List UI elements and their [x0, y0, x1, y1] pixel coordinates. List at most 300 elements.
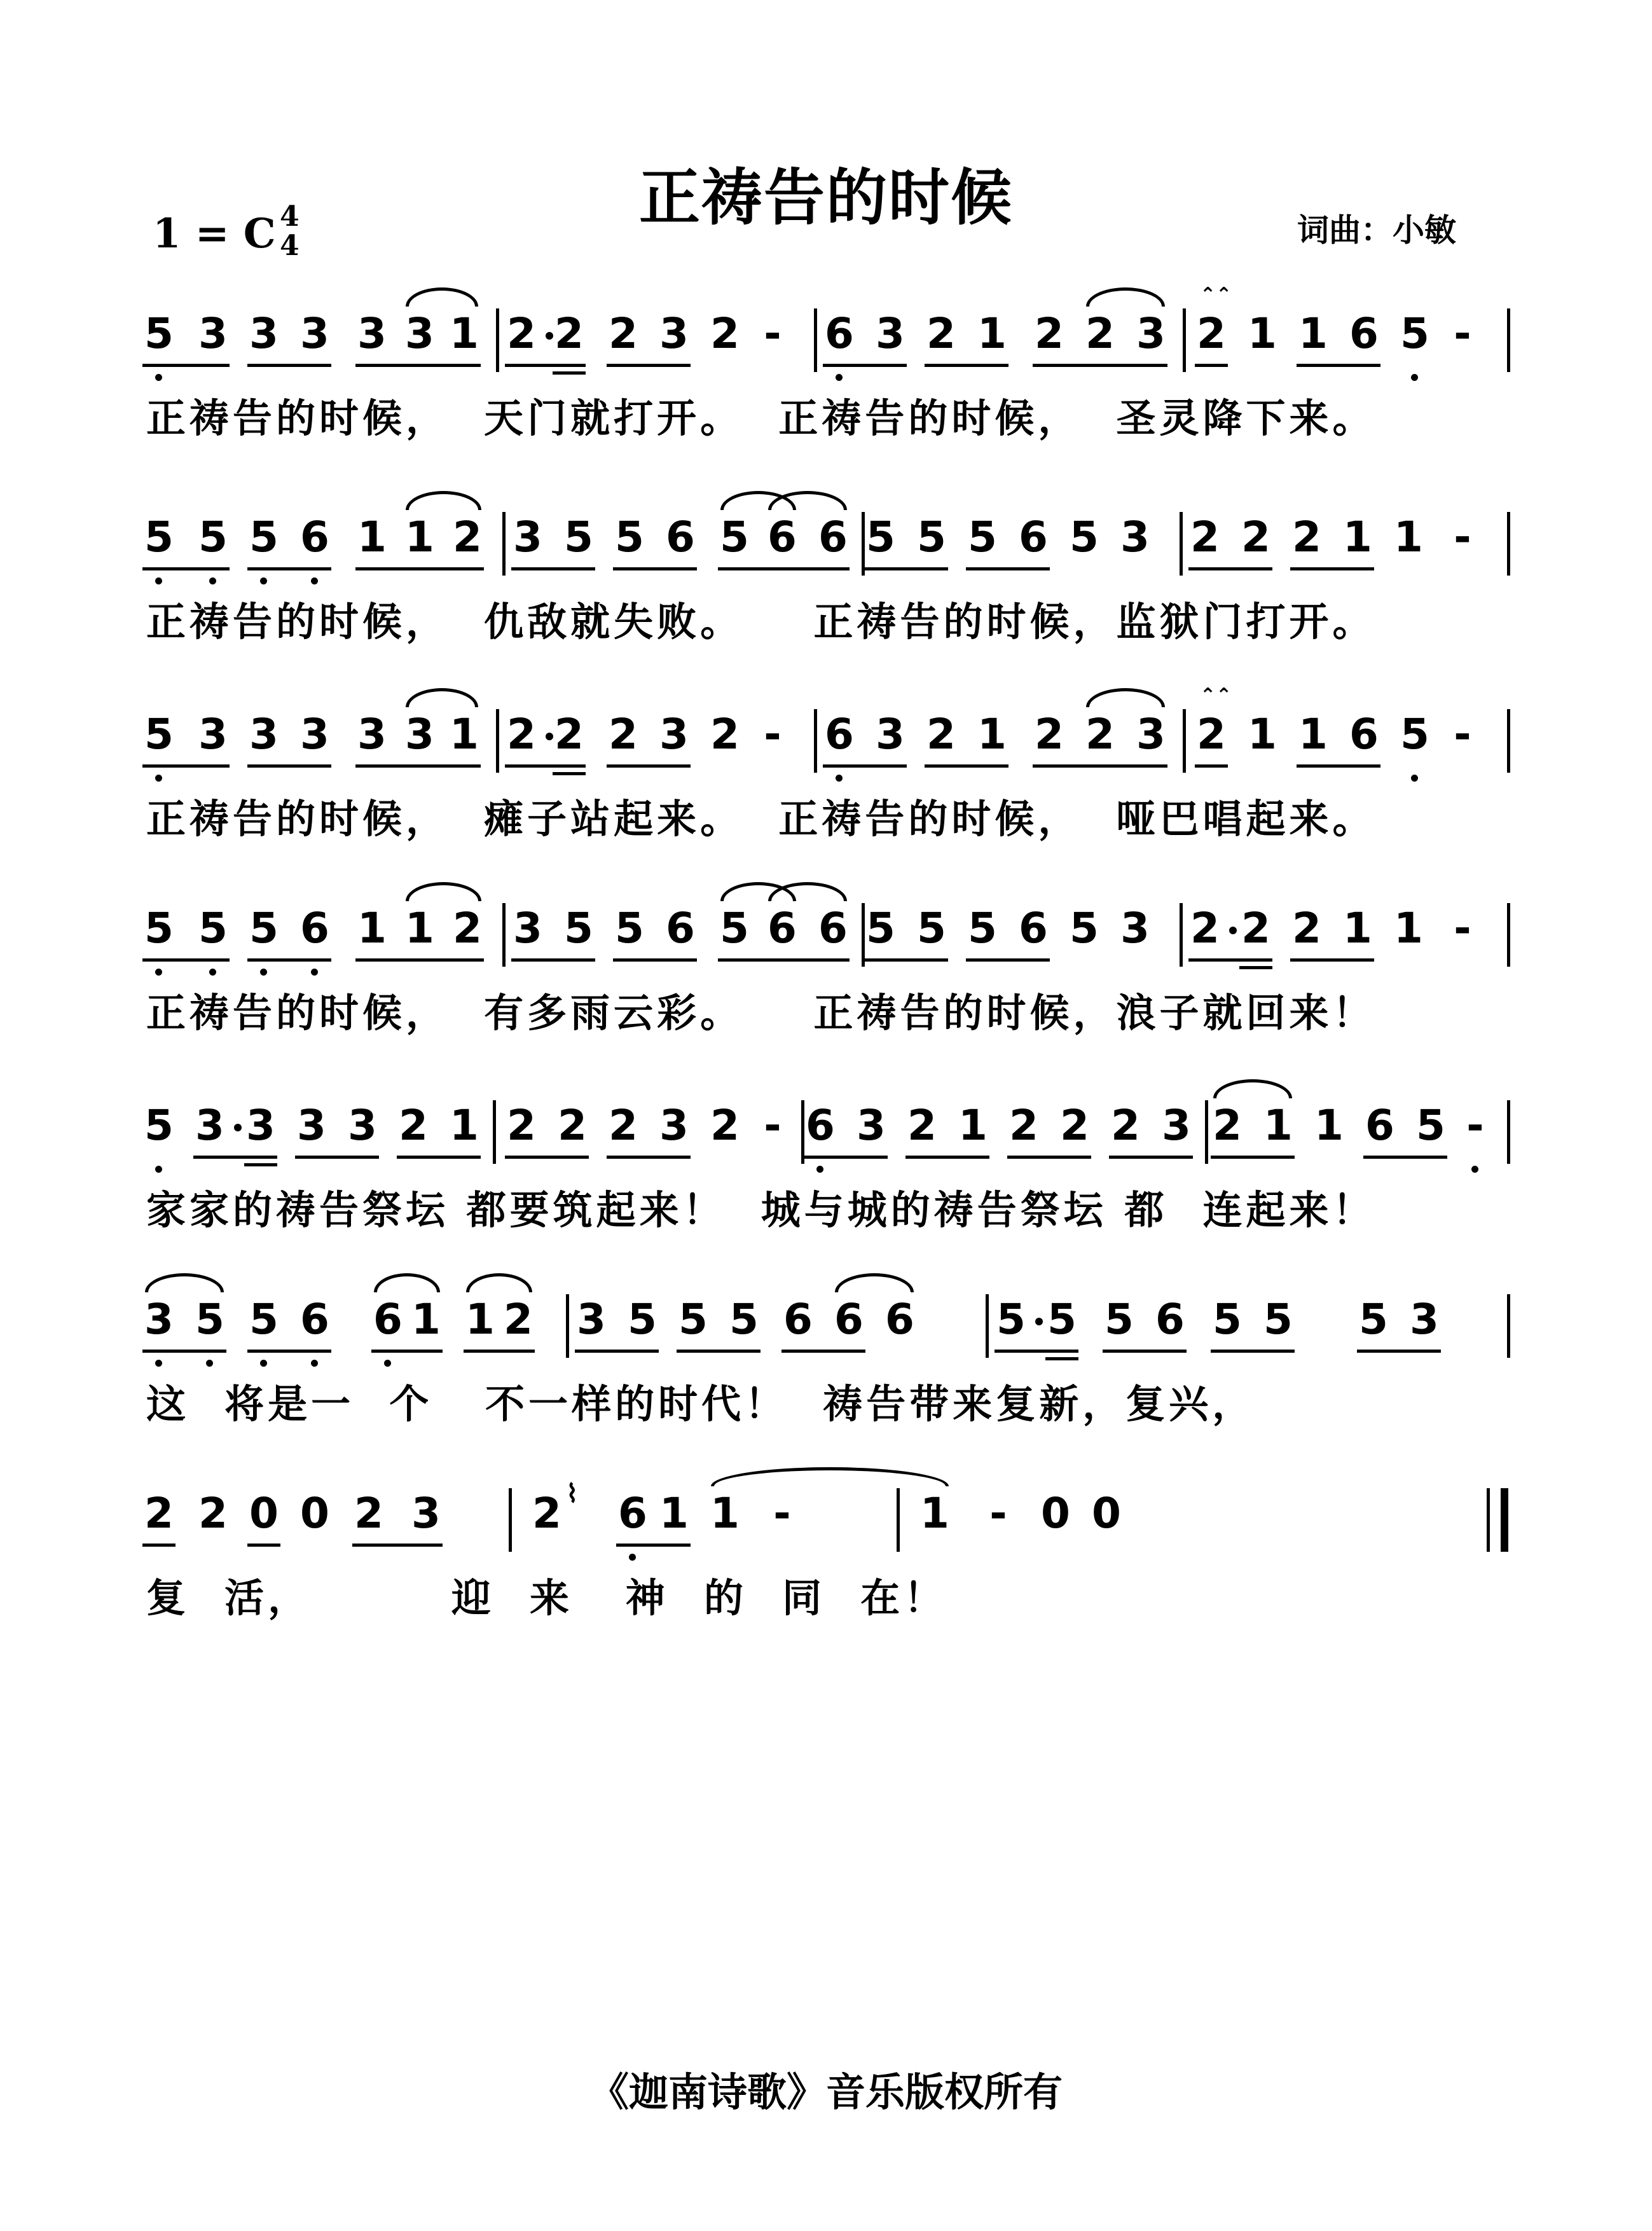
mordent-icon: ⌃⌃	[1200, 684, 1232, 707]
note: 2	[558, 1101, 587, 1150]
score-line	[144, 509, 1513, 645]
note: 1	[1343, 904, 1372, 953]
beam-underline	[511, 567, 595, 570]
note: 6	[666, 904, 695, 953]
barline	[1507, 308, 1510, 372]
beam-underline	[1363, 1156, 1447, 1159]
low-octave-dot	[311, 1360, 318, 1367]
note: 5	[1359, 1295, 1388, 1344]
note: 3	[1136, 309, 1166, 358]
note: 6	[1349, 710, 1379, 759]
note: 2	[609, 710, 638, 759]
low-octave-dot	[155, 775, 162, 782]
note: 3	[659, 1101, 689, 1150]
slur	[406, 491, 481, 510]
double-underline	[244, 1163, 277, 1166]
note: 2	[554, 710, 584, 759]
barline	[1183, 709, 1186, 773]
beam-underline	[142, 364, 230, 367]
time-signature	[280, 202, 299, 261]
note: -	[1454, 710, 1471, 759]
beam-underline	[718, 567, 850, 570]
low-octave-dot	[260, 1360, 267, 1367]
note: 6	[300, 904, 329, 953]
double-underline	[1239, 966, 1272, 969]
beam-underline	[1290, 567, 1374, 570]
note: 1	[920, 1489, 949, 1538]
beam-underline	[464, 1350, 535, 1353]
note: 2	[1190, 904, 1220, 953]
low-octave-dot	[311, 577, 318, 584]
dotted-note-dot	[546, 332, 553, 340]
note: 3	[405, 710, 434, 759]
note: 2	[507, 710, 536, 759]
note: 2	[198, 1489, 228, 1538]
slur	[406, 688, 478, 707]
note: 1	[1263, 1101, 1293, 1150]
final-barline	[1501, 1488, 1508, 1552]
note: 2	[507, 1101, 536, 1150]
note: 3	[513, 904, 542, 953]
note: 2	[1292, 904, 1321, 953]
barline	[814, 709, 817, 773]
dotted-note-dot	[234, 1124, 242, 1131]
barline	[897, 1488, 900, 1552]
note: -	[773, 1489, 791, 1538]
beam-underline	[1195, 364, 1228, 367]
note: 6	[1019, 904, 1048, 953]
slur	[406, 287, 478, 307]
note: 6	[1019, 513, 1048, 562]
lyric-line: 正祷告的时候， 仇敌就失败。 正祷告的时候，监狱门打开。	[146, 598, 1376, 645]
note: 5	[198, 904, 228, 953]
note: 1	[450, 710, 479, 759]
note: 3	[1136, 710, 1166, 759]
note: 2	[1197, 309, 1226, 358]
note: 2	[1009, 1101, 1038, 1150]
note: -	[1466, 1101, 1484, 1150]
copyright-footer: 《迦南诗歌》音乐版权所有	[589, 2069, 1063, 2115]
beam-underline	[823, 764, 907, 768]
barline	[509, 1488, 512, 1552]
low-octave-dot	[155, 969, 162, 976]
note: 5	[1400, 309, 1429, 358]
note: 3	[198, 309, 228, 358]
beam-underline	[1195, 764, 1228, 768]
score-line	[144, 1479, 1513, 1621]
note: 6	[1155, 1295, 1185, 1344]
beam-underline	[1109, 1156, 1193, 1159]
note: 5	[866, 513, 895, 562]
barline	[496, 709, 499, 773]
note: 3	[1120, 513, 1150, 562]
note: 5	[1105, 1295, 1134, 1344]
note: 3	[297, 1101, 326, 1150]
note: 2	[1035, 309, 1064, 358]
beam-underline	[925, 764, 1008, 768]
barline	[814, 308, 817, 372]
note: -	[764, 1101, 781, 1150]
note: 5	[249, 904, 279, 953]
note: 1	[405, 513, 434, 562]
lyric-line: 正祷告的时候， 有多雨云彩。 正祷告的时候，浪子就回来！	[146, 990, 1376, 1036]
barline	[1507, 1100, 1510, 1164]
note: 2	[907, 1101, 937, 1150]
beam-underline	[804, 1156, 888, 1159]
note: 5	[615, 904, 644, 953]
low-octave-dot	[629, 1554, 636, 1561]
note: 5	[968, 513, 997, 562]
note: 2	[926, 309, 956, 358]
low-octave-dot	[155, 1166, 162, 1173]
slur	[145, 1273, 224, 1292]
beam-underline	[613, 567, 697, 570]
note: 5	[144, 1101, 174, 1150]
key-signature: 1 = C	[153, 210, 276, 258]
note: 2	[1292, 513, 1321, 562]
beam-underline	[142, 1544, 176, 1547]
barline	[1180, 512, 1183, 576]
slur	[1086, 287, 1165, 307]
barline	[1205, 1100, 1208, 1164]
note: 1	[357, 513, 387, 562]
note: 1	[1248, 309, 1277, 358]
beam-underline	[295, 1156, 379, 1159]
note: 6	[834, 1295, 864, 1344]
note: 1	[357, 904, 387, 953]
note: 1	[977, 710, 1007, 759]
lyric-line: 正祷告的时候， 天门就打开。 正祷告的时候， 圣灵降下来。	[146, 395, 1376, 441]
beam-underline	[511, 958, 595, 962]
low-octave-dot	[260, 577, 267, 584]
note: 3	[357, 710, 387, 759]
note: 5	[1070, 904, 1099, 953]
low-octave-dot	[209, 969, 216, 976]
note: 3	[659, 710, 689, 759]
barline	[862, 903, 865, 967]
note: 1	[405, 904, 434, 953]
note: 6	[825, 710, 854, 759]
beam-underline	[1188, 958, 1272, 962]
note: 3	[300, 710, 329, 759]
slur	[711, 1467, 949, 1486]
beam-underline	[995, 1350, 1078, 1353]
note: 1	[659, 1489, 689, 1538]
low-octave-dot	[155, 577, 162, 584]
low-octave-dot	[209, 577, 216, 584]
low-octave-dot	[155, 374, 162, 381]
low-octave-dot	[1411, 775, 1418, 782]
low-octave-dot	[1471, 1166, 1478, 1173]
note: 5	[1047, 1295, 1077, 1344]
beam-underline	[616, 1544, 691, 1547]
slur	[406, 882, 481, 901]
beam-underline	[142, 764, 230, 768]
note: 3	[348, 1101, 377, 1150]
note: 6	[666, 513, 695, 562]
note: 5	[720, 904, 749, 953]
beam-underline	[966, 567, 1050, 570]
beam-underline	[905, 1156, 989, 1159]
note: 5	[1416, 1101, 1445, 1150]
dotted-note-dot	[546, 733, 553, 740]
credit: 词曲：小敏	[1297, 212, 1456, 249]
note: 2	[144, 1489, 174, 1538]
note: 5	[1213, 1295, 1242, 1344]
note: 5	[249, 1295, 279, 1344]
beam-underline	[355, 567, 484, 570]
dotted-note-dot	[1229, 927, 1237, 934]
barline	[1507, 709, 1510, 773]
low-octave-dot	[836, 775, 843, 782]
note: 3	[198, 710, 228, 759]
time-signature-top: 4	[280, 200, 299, 233]
beam-underline	[1103, 1350, 1187, 1353]
note: 2	[1085, 309, 1115, 358]
note: 2	[1035, 710, 1064, 759]
lyric-line: 家家的祷告祭坛 都要筑起来！ 城与城的祷告祭坛 都 连起来！	[146, 1187, 1376, 1233]
slur	[466, 1273, 532, 1292]
note: 3	[876, 309, 905, 358]
note: 1	[958, 1101, 988, 1150]
beam-underline	[505, 764, 586, 768]
note: 3	[405, 309, 434, 358]
score-line	[144, 1097, 1513, 1233]
lyric-line: 复 活， 迎 来 神 的 同 在！	[146, 1575, 947, 1621]
low-octave-dot	[816, 1166, 823, 1173]
note: 3	[300, 309, 329, 358]
beam-underline	[505, 1156, 589, 1159]
note: 3	[357, 309, 387, 358]
note: 5	[729, 1295, 759, 1344]
note: 2	[1190, 513, 1220, 562]
note: 3	[1410, 1295, 1439, 1344]
barline	[986, 1294, 989, 1358]
note: 1	[411, 1295, 441, 1344]
note: 6	[618, 1489, 647, 1538]
beam-underline	[1211, 1350, 1295, 1353]
note: 5	[917, 904, 946, 953]
beam-underline	[1297, 364, 1380, 367]
note: 6	[806, 1101, 835, 1150]
beam-underline	[355, 958, 484, 962]
beam-underline	[1033, 364, 1167, 367]
score-line	[144, 900, 1513, 1036]
dotted-note-dot	[1035, 1318, 1043, 1325]
note: 2	[504, 1295, 533, 1344]
note: 3	[249, 710, 279, 759]
note: 1	[1248, 710, 1277, 759]
low-octave-dot	[836, 374, 843, 381]
beam-underline	[1297, 764, 1380, 768]
note: 1	[1298, 309, 1328, 358]
beam-underline	[247, 1350, 331, 1353]
note: 2	[1213, 1101, 1242, 1150]
note: 5	[720, 513, 749, 562]
note: 5	[564, 904, 593, 953]
note: 2	[354, 1489, 383, 1538]
note: 3	[659, 309, 689, 358]
note: 6	[1365, 1101, 1394, 1150]
beam-underline	[505, 364, 586, 367]
lyric-line: 这 将是一 个 不一样的时代！ 祷告带来复新，复兴，	[146, 1381, 1256, 1427]
beam-underline	[1290, 958, 1374, 962]
note: 6	[818, 904, 848, 953]
barline	[862, 512, 865, 576]
beam-underline	[355, 764, 481, 768]
score-line	[144, 284, 1513, 441]
low-octave-dot	[384, 1360, 391, 1367]
slur	[374, 1273, 440, 1292]
note: 6	[300, 513, 329, 562]
beam-underline	[352, 1544, 443, 1547]
note: 2	[609, 1101, 638, 1150]
low-octave-dot	[260, 969, 267, 976]
beam-underline	[397, 1156, 481, 1159]
note: 3	[1120, 904, 1150, 953]
beam-underline	[247, 958, 331, 962]
beam-underline	[142, 1350, 226, 1353]
beam-underline	[781, 1350, 865, 1353]
note: 2	[399, 1101, 428, 1150]
note: 2	[507, 309, 536, 358]
note: 2	[1197, 710, 1226, 759]
note: 1	[465, 1295, 495, 1344]
beam-underline	[142, 567, 230, 570]
note: 5	[249, 513, 279, 562]
barline	[502, 512, 506, 576]
slur	[1213, 1079, 1292, 1098]
page-title: 正祷告的时候	[639, 162, 1013, 233]
beam-underline	[1033, 764, 1167, 768]
note: 5	[1263, 1295, 1293, 1344]
note: 5	[996, 1295, 1026, 1344]
barline	[1183, 308, 1186, 372]
double-underline	[553, 371, 586, 375]
beam-underline	[613, 958, 697, 962]
note: 6	[767, 513, 797, 562]
note: 1	[977, 309, 1007, 358]
note: 3	[1162, 1101, 1191, 1150]
note: 6	[1349, 309, 1379, 358]
note: 1	[1394, 513, 1423, 562]
note: 5	[866, 904, 895, 953]
note: -	[764, 710, 781, 759]
beam-underline	[247, 764, 331, 768]
note: 2	[453, 904, 482, 953]
note: 3	[144, 1295, 174, 1344]
note: 5	[144, 710, 174, 759]
note: 5	[917, 513, 946, 562]
note: 3	[195, 1101, 224, 1150]
note: 6	[885, 1295, 914, 1344]
note: 2	[1111, 1101, 1140, 1150]
beam-underline	[677, 1350, 761, 1353]
slur	[835, 1273, 914, 1292]
beam-underline	[371, 1350, 443, 1353]
beam-underline	[1357, 1350, 1441, 1353]
note: 2	[1241, 904, 1270, 953]
note: 6	[300, 1295, 329, 1344]
note: 3	[513, 513, 542, 562]
note: -	[1454, 309, 1471, 358]
lyric-line: 正祷告的时候， 瘫子站起来。 正祷告的时候， 哑巴唱起来。	[146, 796, 1376, 842]
note: 2	[532, 1489, 561, 1538]
arpeggio-icon: ⌇	[566, 1479, 579, 1509]
beam-underline	[607, 764, 691, 768]
mordent-icon: ⌃⌃	[1200, 284, 1232, 306]
note: 3	[246, 1101, 275, 1150]
note: 5	[615, 513, 644, 562]
beam-underline	[247, 1544, 280, 1547]
note: 3	[249, 309, 279, 358]
double-underline	[553, 772, 586, 775]
note: -	[989, 1489, 1007, 1538]
note: 5	[1070, 513, 1099, 562]
note: -	[764, 309, 781, 358]
note: 1	[1343, 513, 1372, 562]
note: 2	[554, 309, 584, 358]
low-octave-dot	[155, 1360, 162, 1367]
beam-underline	[718, 958, 850, 962]
note: 2	[1241, 513, 1270, 562]
note: 5	[195, 1295, 224, 1344]
note: 5	[144, 513, 174, 562]
beam-underline	[142, 958, 230, 962]
barline	[493, 1100, 496, 1164]
note: 1	[1298, 710, 1328, 759]
note: 2	[453, 513, 482, 562]
beam-underline	[1188, 567, 1272, 570]
barline	[502, 903, 506, 967]
barline	[1507, 903, 1510, 967]
note: -	[1454, 513, 1471, 562]
beam-underline	[193, 1156, 277, 1159]
beam-underline	[864, 567, 948, 570]
beam-underline	[607, 364, 691, 367]
low-octave-dot	[1411, 374, 1418, 381]
note: 2	[710, 710, 740, 759]
beam-underline	[925, 364, 1008, 367]
note: 5	[968, 904, 997, 953]
note: 2	[710, 1101, 740, 1150]
note: 3	[411, 1489, 441, 1538]
note: 5	[144, 904, 174, 953]
slur	[1086, 688, 1165, 707]
note: 5	[198, 513, 228, 562]
beam-underline	[1007, 1156, 1091, 1159]
barline	[566, 1294, 569, 1358]
note: 5	[564, 513, 593, 562]
note: 6	[818, 513, 848, 562]
note: 3	[876, 710, 905, 759]
note: 6	[825, 309, 854, 358]
note: 6	[767, 904, 797, 953]
note: 1	[450, 309, 479, 358]
barline	[496, 308, 499, 372]
note: 5	[144, 309, 174, 358]
low-octave-dot	[311, 969, 318, 976]
beam-underline	[966, 958, 1050, 962]
note: 6	[373, 1295, 403, 1344]
note: 0	[249, 1489, 279, 1538]
note: 2	[926, 710, 956, 759]
beam-underline	[1211, 1156, 1295, 1159]
beam-underline	[823, 364, 907, 367]
note: -	[1454, 904, 1471, 953]
note: 3	[577, 1295, 606, 1344]
note: 5	[1400, 710, 1429, 759]
